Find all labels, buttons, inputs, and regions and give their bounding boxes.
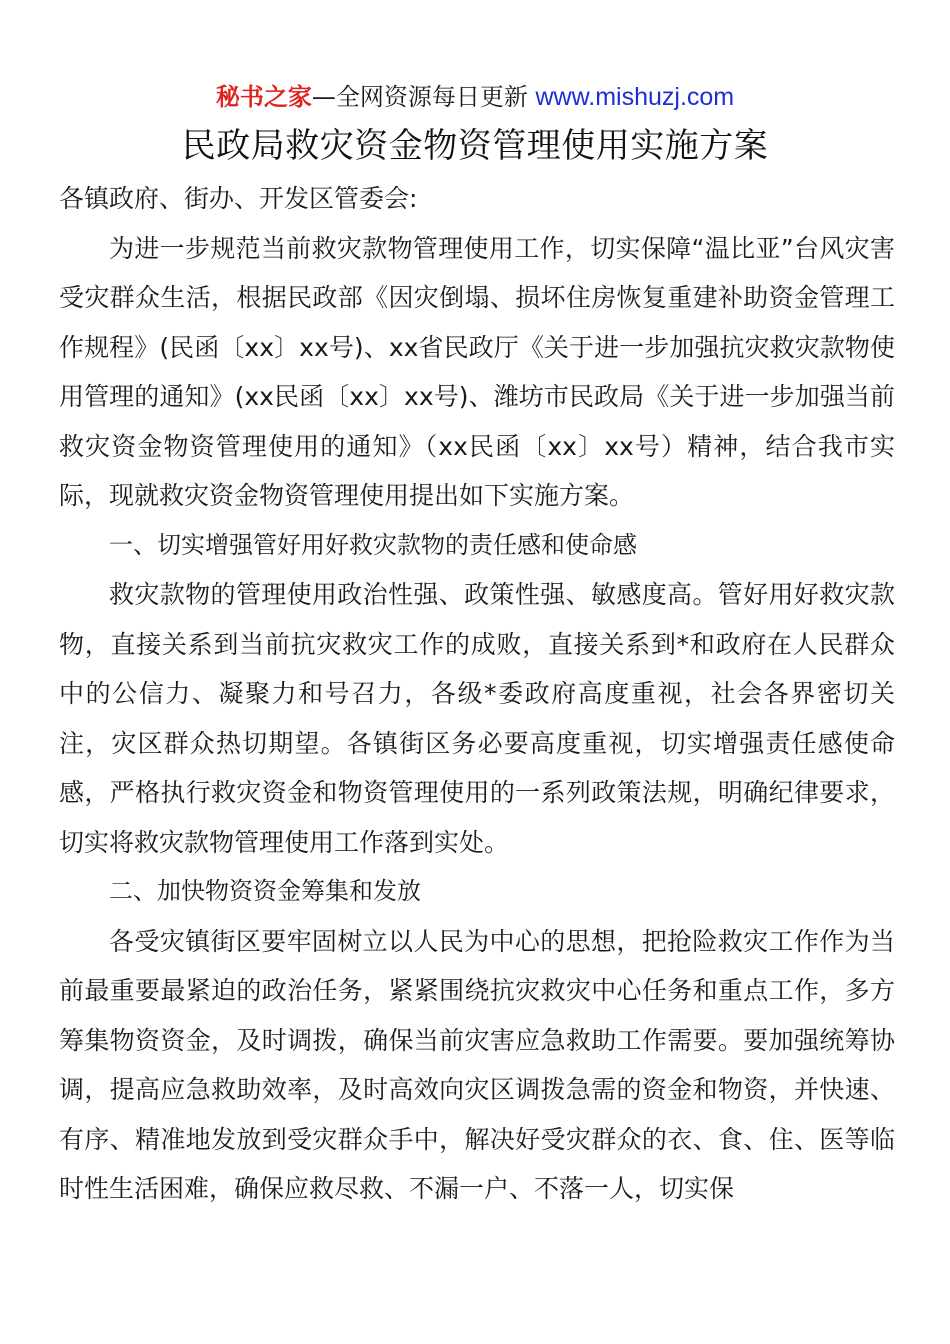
banner-slogan: —全网资源每日更新 bbox=[311, 83, 528, 111]
salutation: 各镇政府、街办、开发区管委会: bbox=[59, 184, 418, 213]
document-body bbox=[59, 174, 895, 1214]
site-link[interactable]: www.mishuzj.com bbox=[535, 83, 735, 111]
intro-paragraph: 为进一步规范当前救灾款物管理使用工作，切实保障“温比亚”台风灾害受灾群众生活，根据民政部《因灾倒塌、损坏住房恢复重建补助资金管理工作规程》(民函〔xx〕xx号)、xx省民政厅《关于进一步加强抗灾救灾款物使用管理的通知》(xx民函〔xx〕xx号)、潍坊市民政局《关于进一步加强当前救灾资金物资管理使用的通知》（xx民函〔xx〕xx号）精神，结合我市实际，现就救灾资金物资管理使用提出如下实施方案。 bbox=[59, 233, 895, 510]
section-2-paragraph: 各受灾镇街区要牢固树立以人民为中心的思想，把抢险救灾工作作为当前最重要最紧迫的政治任务，紧紧围绕抗灾救灾中心任务和重点工作，多方筹集物资资金，及时调拨，确保当前灾害应急救助工作需要。要加强统筹协调，提高应急救助效率，及时高效向灾区调拨急需的资金和物资，并快速、有序、精准地发放到受灾群众手中，解决好受灾群众的衣、食、住、医等临时性生活困难，确保应救尽救、不漏一户、不落一人，切实保 bbox=[59, 926, 895, 1203]
document-title: 民政局救灾资金物资管理使用实施方案 bbox=[181, 126, 769, 166]
section-2-heading: 二、加快物资资金筹集和发放 bbox=[109, 877, 421, 905]
section-1-heading: 一、切实增强管好用好救灾款物的责任感和使命感 bbox=[109, 530, 637, 559]
section-1-paragraph: 救灾款物的管理使用政治性强、政策性强、敏感度高。管好用好救灾款物，直接关系到当前抗灾救灾工作的成败，直接关系到*和政府在人民群众中的公信力、凝聚力和号召力，各级*委政府高度重视，社会各界密切关注，灾区群众热切期望。各镇街区务必要高度重视，切实增强责任感使命感，严格执行救灾资金和物资管理使用的一系列政策法规，明确纪律要求，切实将救灾款物管理使用工作落到实处。 bbox=[59, 580, 895, 857]
brand-name: 秘书之家 bbox=[215, 83, 312, 111]
site-banner bbox=[0, 80, 950, 114]
